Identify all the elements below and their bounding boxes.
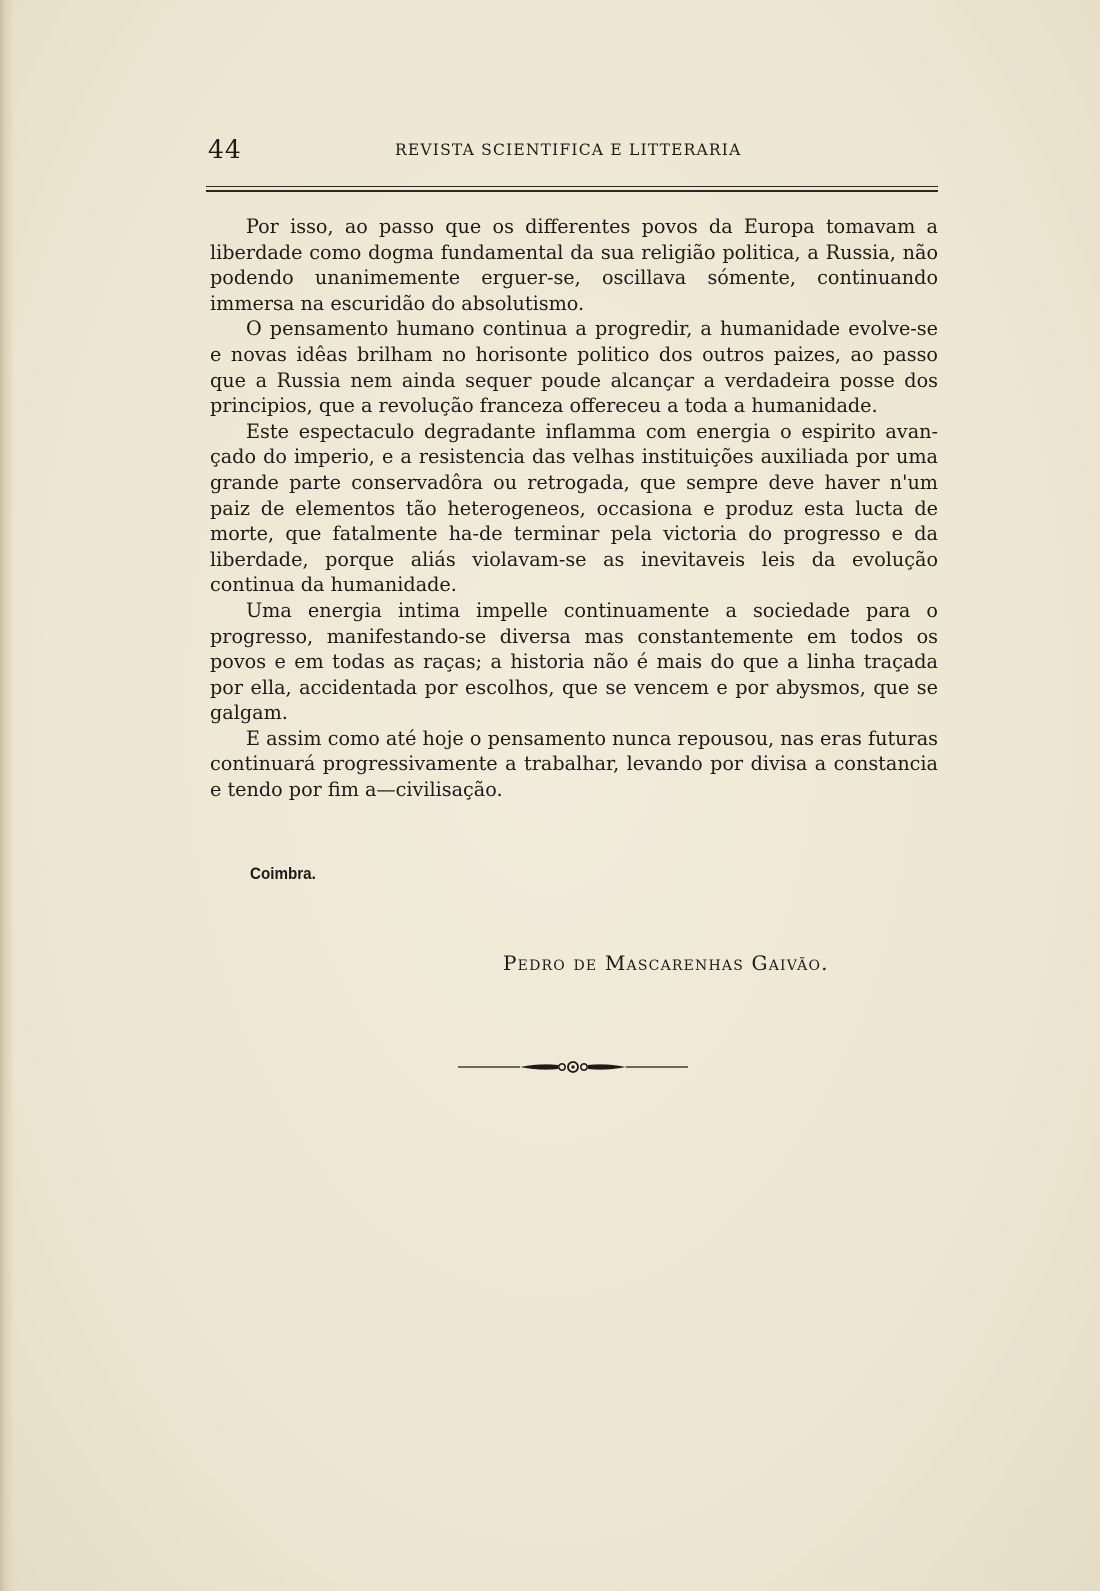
journal-title: REVISTA SCIENTIFICA E LITTERARIA [395, 141, 742, 159]
page-number: 44 [208, 135, 242, 164]
paragraph: Este espectaculo degradante inflamma com energia o espirito avançado do imperio, e a resistencia das velhas instituições auxiliada por uma grande parte conservadôra ou retrogada, que sempre deve haver n'um paiz de elementos tão heterogeneos, occasiona e produz esta lucta de morte, que fatalmente ha-de terminar pela victoria do progresso e da liberdade, porque aliás violavam-se as inevitaveis leis da evolução continua da humanidade. [210, 419, 938, 597]
running-head [208, 133, 754, 167]
author-signature: Pedro de Mascarenhas Gaivão. [503, 951, 829, 975]
page-edge-shadow [0, 0, 14, 1591]
paragraph: Por isso, ao passo que os differentes povos da Europa tomavam a liberdade como dogma fundamental da sua religião politica, a Russia, não podendo unanimemente erguer-se, oscillava sómente, continuando immersa na escuridão do absolutismo. [210, 215, 938, 315]
paragraph: O pensamento humano continua a progredir, a humanidade evolve-se e novas idêas brilham no horisonte politico dos outros paizes, ao passo que a Russia nem ainda sequer poude alcançar a verdadeira posse dos principios, que a revolução franceza offereceu a toda a humanidade. [210, 317, 938, 418]
article-text [210, 214, 938, 803]
paragraph: Uma energia intima impelle continuamente a sociedade para o progresso, manifestando-se diversa mas constantemente em todos os povos e em todas as raças; a historia não é mais do que a linha traçada por ella, accidentada por escolhos, que se vencem e por abysmos, que se galgam. [210, 598, 938, 725]
paragraph: E assim como até hoje o pensamento nunca repousou, nas eras futuras continuará progressivamente a trabalhar, levando por divisa a constancia e tendo por fim a—civilisação. [210, 726, 938, 802]
double-rule-divider [206, 186, 938, 192]
tailpiece-ornament-icon [458, 1056, 688, 1078]
place-signoff: Coimbra. [250, 865, 316, 883]
